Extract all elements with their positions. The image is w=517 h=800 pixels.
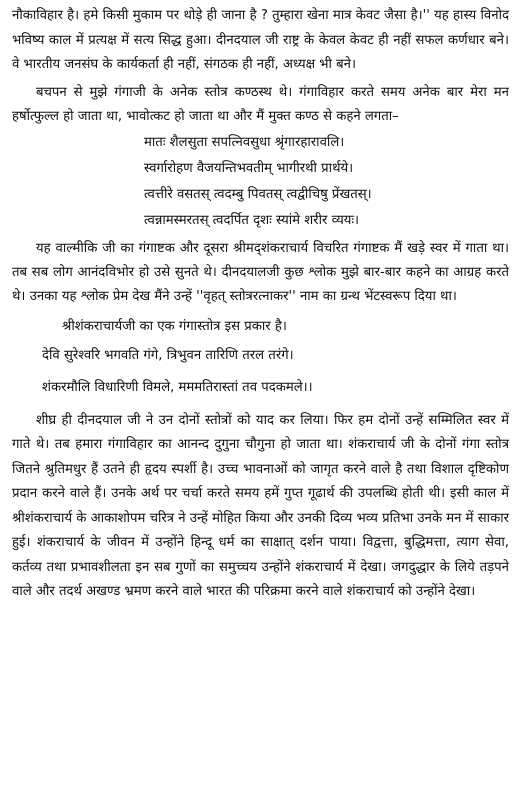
- paragraph-boating-banter: नौकाविहार है। हमे किसी मुकाम पर थोड़े ही जाना है ? तुम्हारा खेना मात्र केवट जैसा है।'' यह हास्य विनोद भविष्य काल में प्रत्यक्ष में सत्य सिद्ध हुआ। दीनदयाल जी राष्ट्र के केवल केवट ही नहीं सफल कर्णधार बने। वे भारतीय जनसंघ के कार्यकर्ता ही नहीं, संगठक ही नहीं, अध्यक्ष भी बने।: [12, 8, 509, 72]
- verse-line: त्वत्तीरे वसतस् त्वदम्बु पिवतस् त्वद्वीचिषु प्रेंखतस्।: [144, 186, 372, 202]
- verse-line: मातः शैलसुता सपत्निवसुधा श्रृंगारहारावलि।: [144, 134, 345, 150]
- verse-valmiki-gangashtak: [12, 130, 509, 234]
- verse-shankaracharya-stotra: [12, 340, 509, 404]
- verse-line: त्वन्नामस्मरतस् त्वदर्पित दृशः स्यांमे शरीर व्ययः।: [144, 212, 360, 228]
- paragraph-childhood-stotras: बचपन से मुझे गंगाजी के अनेक स्तोत्र कण्ठस्थ थे। गंगाविहार करते समय अनेक बार मेरा मन हर्षोत्फुल्ल हो जाता था, भावोत्कट हो जाता था और मैं मुक्त कण्ठ से कहने लगता–: [12, 84, 509, 124]
- verse-line: शंकरमौलि विधारिणी विमले, मममतिरास्तां तव पदकमले।।: [42, 379, 313, 395]
- paragraph-memorized-stotras: शीघ्र ही दीनदयाल जी ने उन दोनों स्तोत्रों को याद कर लिया। फिर हम दोनों उन्हें सम्मिलित स्वर में गाते थे। तब हमारा गंगाविहार का आनन्द दुगुना चौगुना हो जाता था। शंकराचार्य जी के दोनों गंगा स्तोत्र जितने श्रुतिमधुर हैं उतने ही हृदय स्पर्शी है। उच्च भावनाओं को जागृत करने वाले है तथा विशाल दृष्टिकोण प्रदान करने वाले हैं। उनके अर्थ पर चर्चा करते समय हमें गुप्त गूढार्थ की उपलब्धि होती थी। इसी काल में श्रीशंकराचार्य के आकाशोपम चरित्र ने उन्हें मोहित किया और उनकी दिव्य भव्य प्रतिभा उनके मन में साकार हुई। शंकराचार्य के जीवन में उन्होंने हिन्दू धर्म का साक्षात् दर्शन पाया। विद्वत्ता, बुद्धिमत्ता, त्याग सेवा, कर्तव्य तथा प्रभावशीलता इन सब गुणों का समुच्चय उन्होंने शंकराचार्य में देखा। जगदुद्धार के लिये तड़पने वाले और तदर्थ अखण्ड भ्रमण करने वाले भारत की परिक्रमा करने वाले शंकराचार्य को उन्होंने देखा।: [12, 412, 510, 599]
- paragraph-shankara-intro: श्रीशंकराचार्यजी का एक गंगास्तोत्र इस प्रकार है।: [62, 318, 287, 334]
- verse-line: स्वर्गारोहण वैजयन्तिभवतीम् भागीरथी प्रार्थये।: [144, 160, 354, 176]
- paragraph-gangashtak-singing: यह वाल्मीकि जी का गंगाष्टक और दूसरा श्रीमद्शंकराचार्य विचरित गंगाष्टक मैं खड़े स्वर में गाता था। तब सब लोग आनंदविभोर हो उसे सुनते थे। दीनदयालजी कुछ श्लोक मुझे बार-बार कहने का आग्रह करते थे। उनका यह श्लोक प्रेम देख मैंने उन्हें ''वृहत् स्तोत्ररत्नाकर'' नाम का ग्रन्थ भेंटस्वरूप दिया था।: [12, 240, 509, 304]
- verse-line: देवि सुरेश्वरि भगवति गंगे, त्रिभुवन तारिणि तरल तरंगे।: [42, 347, 294, 363]
